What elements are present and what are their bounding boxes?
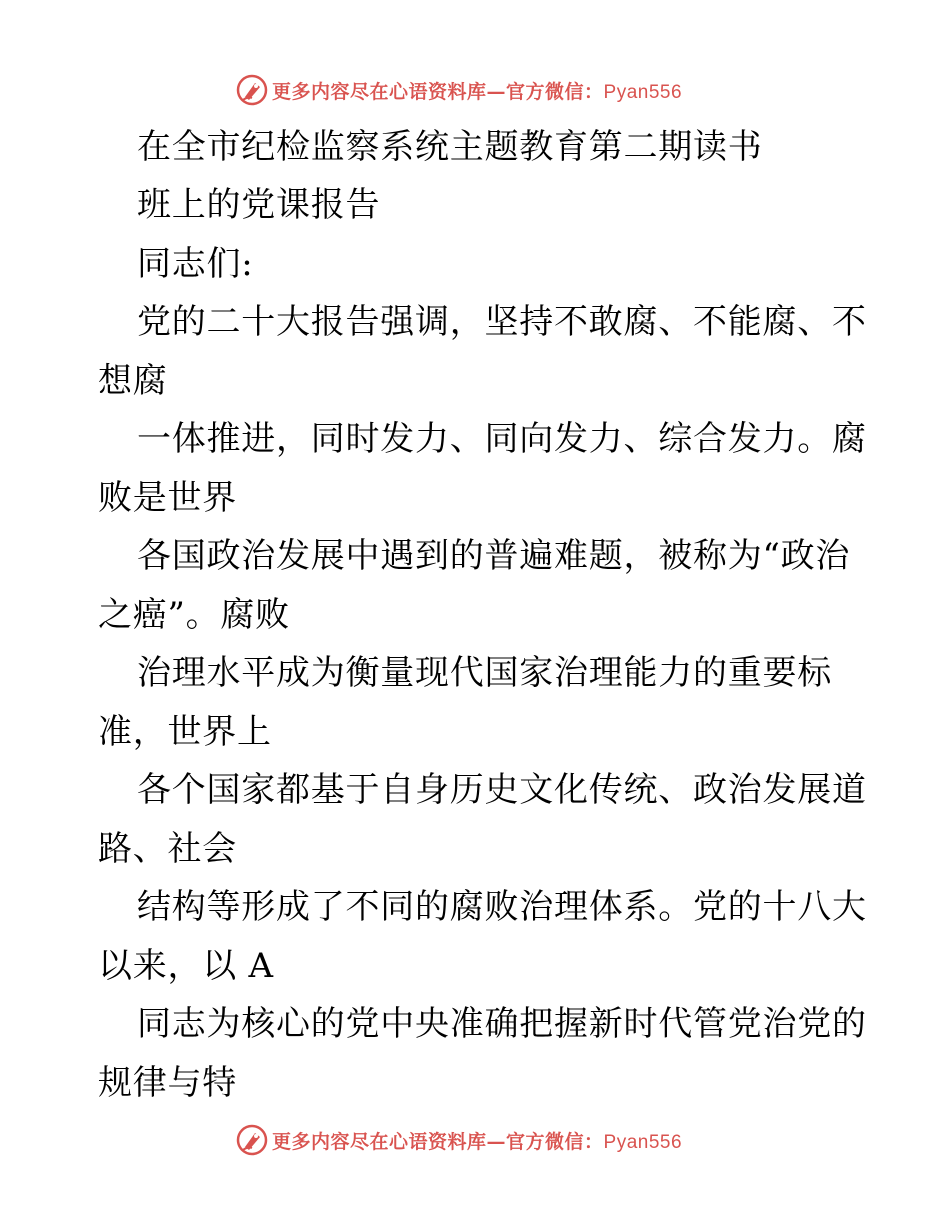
header-watermark-banner	[236, 73, 682, 107]
paragraph-7-line-2: 规律与特	[98, 1063, 237, 1103]
paragraph-4-line-1: 治理水平成为衡量现代国家治理能力的重要标	[137, 653, 832, 693]
watermark-text: 更多内容尽在心语资料库—官方微信：Pyan556	[272, 80, 683, 103]
paragraph-1-line-1: 党的二十大报告强调，坚持不敢腐、不能腐、不	[137, 302, 867, 342]
wechat-handle: Pyan556	[603, 1131, 683, 1153]
title-line-2: 班上的党课报告	[137, 185, 381, 225]
wechat-handle: Pyan556	[603, 81, 683, 103]
paragraph-3-line-2: 之癌”。腐败	[98, 595, 290, 635]
pen-nib-logo-icon	[236, 74, 268, 106]
salutation: 同志们:	[137, 244, 254, 284]
paragraph-5-line-1: 各个国家都基于自身历史文化传统、政治发展道	[137, 770, 867, 810]
paragraph-7-line-1: 同志为核心的党中央准确把握新时代管党治党的	[137, 1004, 867, 1044]
paragraph-2-line-1: 一体推进，同时发力、同向发力、综合发力。腐	[137, 419, 867, 459]
paragraph-1-line-2: 想腐	[98, 361, 168, 401]
paragraph-5-line-2: 路、社会	[98, 829, 237, 869]
paragraph-2-line-2: 败是世界	[98, 478, 237, 518]
title-line-1: 在全市纪检监察系统主题教育第二期读书	[137, 127, 763, 167]
paragraph-4-line-2: 准，世界上	[98, 712, 272, 752]
paragraph-6-line-2: 以来，以 A	[98, 946, 274, 986]
paragraph-3-line-1: 各国政治发展中遇到的普遍难题，被称为“政治	[137, 536, 851, 576]
watermark-text: 更多内容尽在心语资料库—官方微信：Pyan556	[272, 1130, 683, 1153]
footer-watermark-banner	[236, 1123, 682, 1157]
paragraph-6-line-1: 结构等形成了不同的腐败治理体系。党的十八大	[137, 887, 867, 927]
pen-nib-logo-icon	[236, 1124, 268, 1156]
